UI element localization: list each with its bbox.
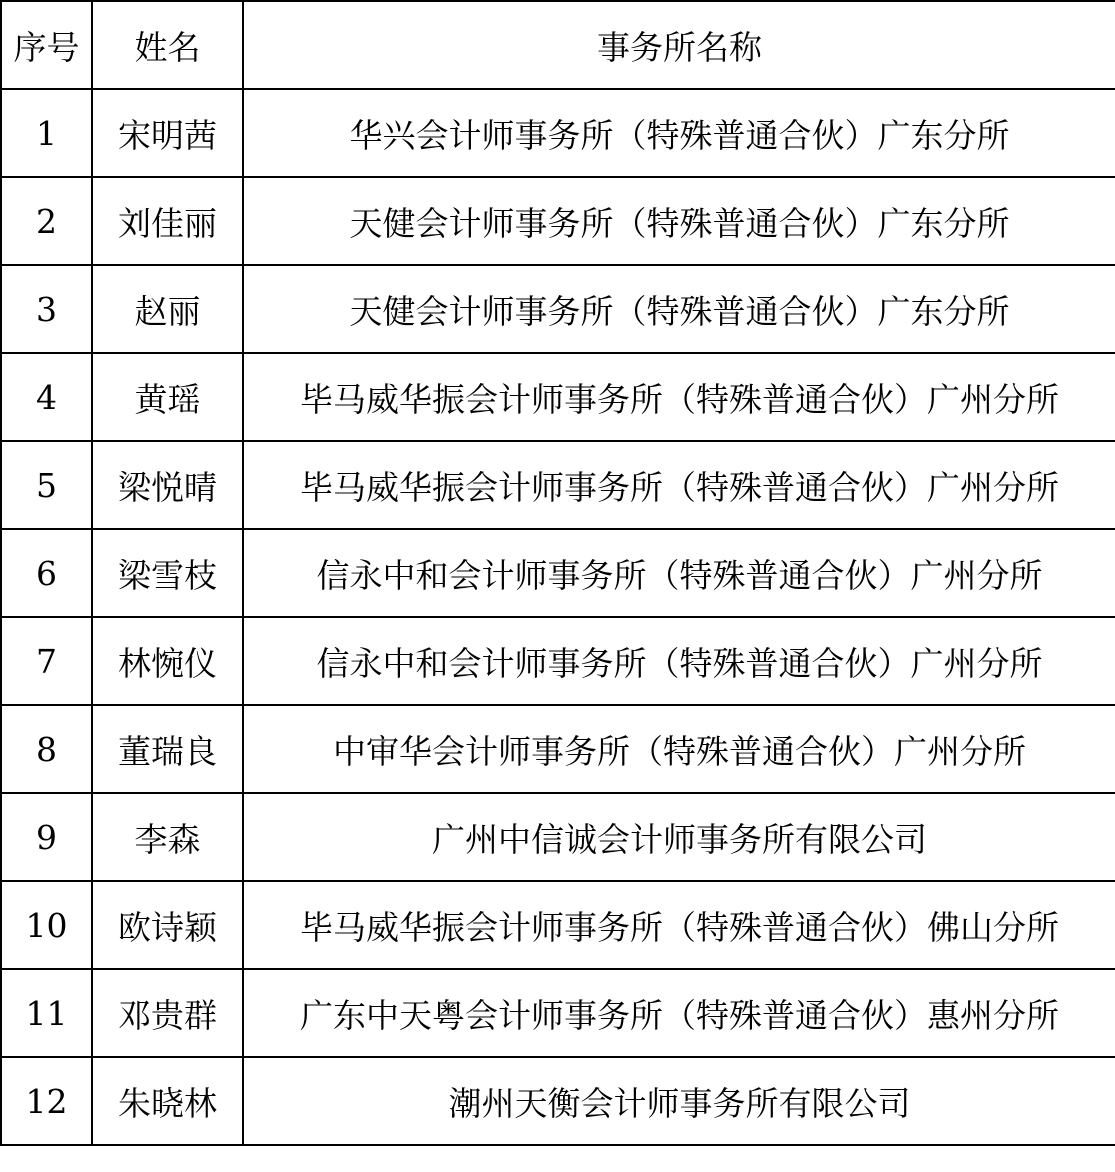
row-name: 李森	[92, 793, 243, 881]
row-firm: 华兴会计师事务所（特殊普通合伙）广东分所	[243, 89, 1115, 177]
row-index: 6	[1, 529, 92, 617]
row-index: 3	[1, 265, 92, 353]
row-name: 邓贵群	[92, 969, 243, 1057]
row-index: 2	[1, 177, 92, 265]
row-index: 7	[1, 617, 92, 705]
row-name: 刘佳丽	[92, 177, 243, 265]
row-firm: 广东中天粤会计师事务所（特殊普通合伙）惠州分所	[243, 969, 1115, 1057]
row-firm: 潮州天衡会计师事务所有限公司	[243, 1057, 1115, 1145]
table-row	[1, 881, 1115, 969]
header-row	[1, 1, 1115, 89]
row-name: 赵丽	[92, 265, 243, 353]
row-index: 10	[1, 881, 92, 969]
row-index: 8	[1, 705, 92, 793]
table-row	[1, 353, 1115, 441]
row-firm: 信永中和会计师事务所（特殊普通合伙）广州分所	[243, 529, 1115, 617]
table-row	[1, 793, 1115, 881]
row-name: 宋明茜	[92, 89, 243, 177]
row-name: 林惋仪	[92, 617, 243, 705]
table-row	[1, 529, 1115, 617]
row-firm: 毕马威华振会计师事务所（特殊普通合伙）广州分所	[243, 441, 1115, 529]
row-firm: 天健会计师事务所（特殊普通合伙）广东分所	[243, 177, 1115, 265]
table-row	[1, 177, 1115, 265]
row-firm: 天健会计师事务所（特殊普通合伙）广东分所	[243, 265, 1115, 353]
row-index: 5	[1, 441, 92, 529]
row-index: 12	[1, 1057, 92, 1145]
table-row	[1, 705, 1115, 793]
header-name: 姓名	[92, 1, 243, 89]
header-firm: 事务所名称	[243, 1, 1115, 89]
row-name: 梁雪枝	[92, 529, 243, 617]
row-index: 4	[1, 353, 92, 441]
row-index: 1	[1, 89, 92, 177]
table-row	[1, 969, 1115, 1057]
row-firm: 广州中信诚会计师事务所有限公司	[243, 793, 1115, 881]
header-index: 序号	[1, 1, 92, 89]
table-row	[1, 265, 1115, 353]
table-row	[1, 617, 1115, 705]
row-name: 董瑞良	[92, 705, 243, 793]
row-name: 黄瑶	[92, 353, 243, 441]
row-index: 11	[1, 969, 92, 1057]
row-firm: 信永中和会计师事务所（特殊普通合伙）广州分所	[243, 617, 1115, 705]
row-index: 9	[1, 793, 92, 881]
table-row	[1, 1057, 1115, 1145]
row-firm: 中审华会计师事务所（特殊普通合伙）广州分所	[243, 705, 1115, 793]
table-row	[1, 441, 1115, 529]
row-name: 欧诗颖	[92, 881, 243, 969]
row-firm: 毕马威华振会计师事务所（特殊普通合伙）广州分所	[243, 353, 1115, 441]
table-row	[1, 89, 1115, 177]
row-name: 梁悦晴	[92, 441, 243, 529]
row-firm: 毕马威华振会计师事务所（特殊普通合伙）佛山分所	[243, 881, 1115, 969]
row-name: 朱晓林	[92, 1057, 243, 1145]
